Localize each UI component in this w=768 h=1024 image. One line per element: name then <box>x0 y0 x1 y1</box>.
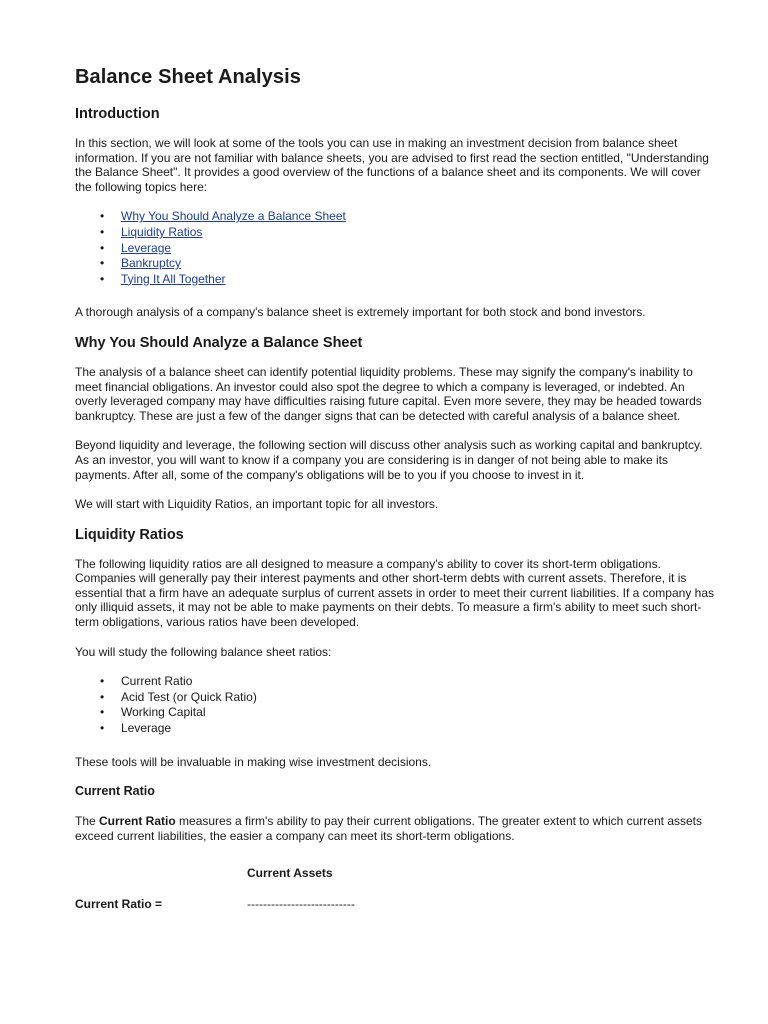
spacer <box>75 858 715 866</box>
formula-numerator: Current Assets <box>247 866 333 881</box>
topic-link-why-analyze[interactable]: Why You Should Analyze a Balance Sheet <box>121 209 346 224</box>
bullet-icon: • <box>100 209 105 224</box>
current-ratio-lead: The <box>75 814 100 829</box>
current-ratio-paragraph <box>75 814 715 843</box>
why-paragraph-3: We will start with Liquidity Ratios, an important topic for all investors. <box>75 497 439 512</box>
liquidity-paragraph-1: The following liquidity ratios are all designed to measure a company's ability to cover its short-term obligations. Companies will generally pay their interest payments and other short-term debts with current assets. Therefore, it is essential that a firm have an adequate surplus of current assets in order to meet their current liabilities. If a company has only illiquid assets, it may not be able to make payments on their debts. To measure a firm's ability to meet such short-term obligations, various ratios have been developed. <box>75 556 714 630</box>
intro-heading: Introduction <box>75 106 160 122</box>
topic-link-bankruptcy[interactable]: Bankruptcy <box>121 256 182 271</box>
ratio-label: Current Ratio <box>121 674 193 689</box>
formula-bar: --------------------------- <box>247 897 355 912</box>
bullet-icon: • <box>100 240 105 255</box>
topic-item <box>100 256 715 272</box>
topic-item <box>100 272 715 288</box>
document-content <box>75 66 715 926</box>
ratio-label: Working Capital <box>121 705 206 720</box>
current-ratio-heading: Current Ratio <box>75 784 155 799</box>
ratio-item <box>100 674 715 690</box>
bullet-icon: • <box>100 705 105 720</box>
topic-link-liquidity-ratios[interactable]: Liquidity Ratios <box>121 224 203 239</box>
topics-list <box>75 209 715 287</box>
bullet-icon: • <box>100 224 105 239</box>
ratio-label: Acid Test (or Quick Ratio) <box>121 689 257 704</box>
page-title: Balance Sheet Analysis <box>75 66 302 88</box>
intro-closing: A thorough analysis of a company's balance sheet is extremely important for both stock and bond investors. <box>75 305 646 320</box>
bullet-icon: • <box>100 689 105 704</box>
bullet-icon: • <box>100 256 105 271</box>
bullet-icon: • <box>100 674 105 689</box>
bullet-icon: • <box>100 721 105 736</box>
intro-paragraph: In this section, we will look at some of the tools you can use in making an investment decision from balance sheet information. If you are not familiar with balance sheets, you are advised to first read the section entitled, "Understanding the Balance Sheet". It provides a good overview of the functions of a balance sheet and its components. We will cover the following topics here: <box>75 136 709 194</box>
ratio-item <box>100 721 715 737</box>
liquidity-paragraph-2: You will study the following balance sheet ratios: <box>75 644 332 659</box>
topic-link-tying-together[interactable]: Tying It All Together <box>121 271 226 286</box>
ratios-list <box>75 674 715 736</box>
current-ratio-rest: measures a firm's ability to pay their current obligations. The greater extent to which current assets exceed current liabilities, the easier a company can meet its short-term obligations. <box>75 814 702 843</box>
why-paragraph-2: Beyond liquidity and leverage, the following section will discuss other analysis such as working capital and bankruptcy. As an investor, you will want to know if a company you are considering is in danger of not being able to make its payments. After all, some of the company's obligations will be to you if you choose to invest in it. <box>75 438 703 482</box>
topic-link-leverage[interactable]: Leverage <box>121 240 172 255</box>
topic-item <box>100 209 715 225</box>
current-ratio-term: Current Ratio <box>99 814 176 829</box>
topic-item <box>100 241 715 257</box>
liquidity-paragraph-3: These tools will be invaluable in making wise investment decisions. <box>75 754 432 769</box>
ratio-item <box>100 705 715 721</box>
ratio-label: Leverage <box>121 721 172 736</box>
bullet-icon: • <box>100 271 105 286</box>
why-paragraph-1: The analysis of a balance sheet can identify potential liquidity problems. These may signify the company's inability to meet financial obligations. An investor could also spot the degree to which a company is leveraged, or indebted. An overly leveraged company may have difficulties raising future capital. Even more severe, they may be headed towards bankruptcy. These are just a few of the danger signs that can be detected with careful analysis of a balance sheet. <box>75 364 702 423</box>
ratio-item <box>100 690 715 706</box>
current-ratio-formula <box>75 866 715 926</box>
why-heading: Why You Should Analyze a Balance Sheet <box>75 334 363 351</box>
formula-lhs: Current Ratio = <box>75 897 163 912</box>
topic-item <box>100 225 715 241</box>
liquidity-heading: Liquidity Ratios <box>75 526 184 543</box>
